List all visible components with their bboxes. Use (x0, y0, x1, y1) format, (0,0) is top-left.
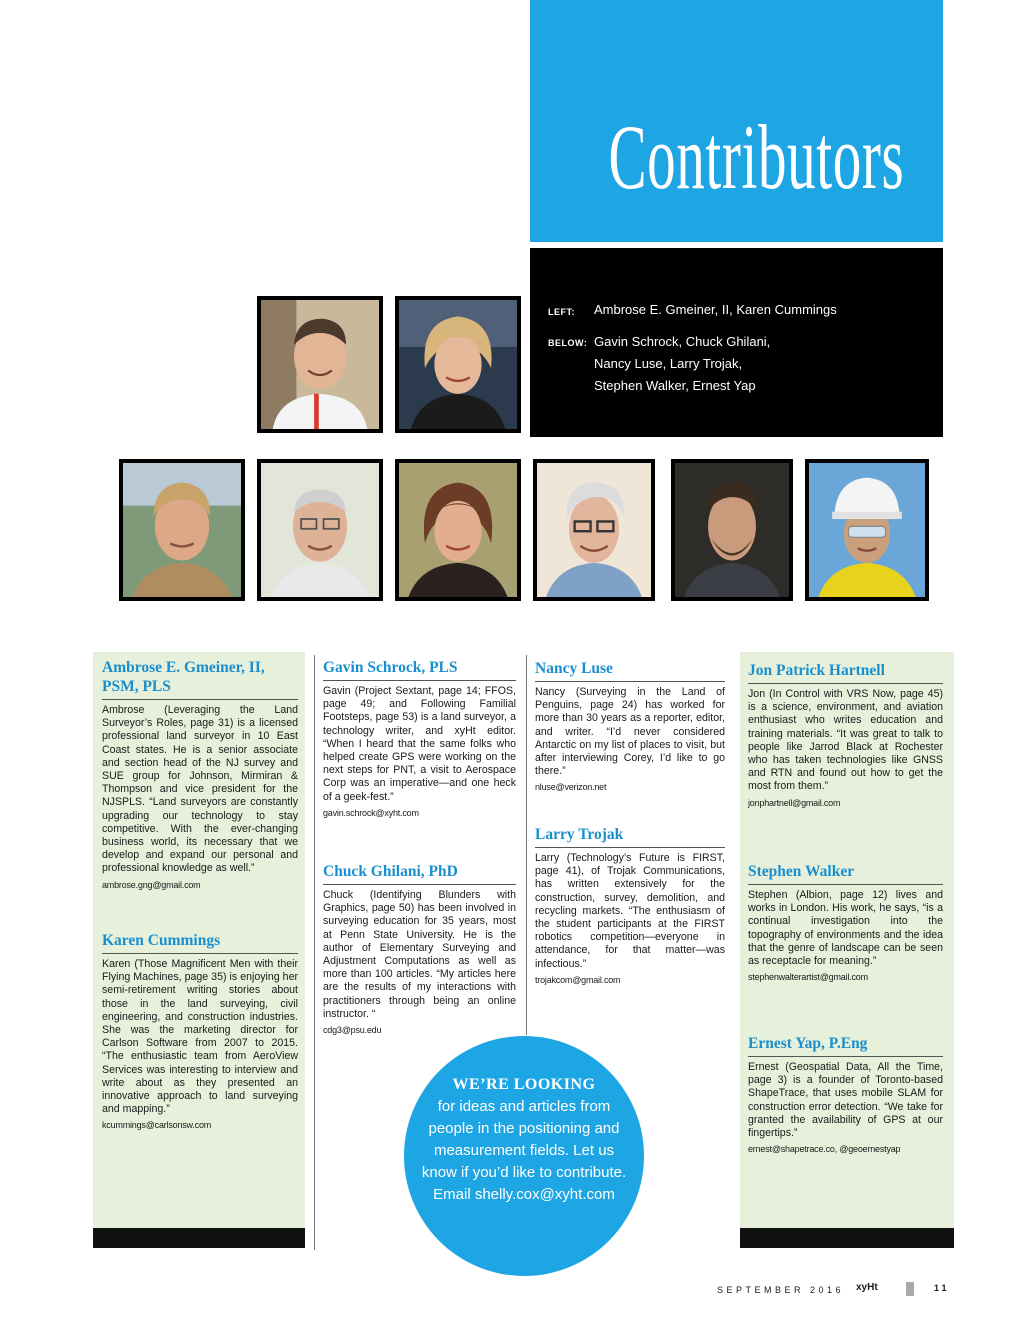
bio-email: ernest@shapetrace.co, @geoernestyap (748, 1144, 901, 1155)
caption-left-label: LEFT: (548, 307, 575, 317)
footer-marker (906, 1282, 914, 1296)
photo-caption-box (530, 248, 943, 437)
caption-below-line-3: Stephen Walker, Ernest Yap (594, 378, 756, 393)
portrait-nancy (395, 459, 521, 601)
column-divider-2 (526, 655, 527, 1035)
footer-issue-date: SEPTEMBER 2016 (717, 1285, 845, 1295)
bio-karen (102, 931, 298, 1130)
bio-text: Larry (Technology’s Future is FIRST, page 41), of Trojak Communications, has written extensively for the construction, survey, demolition, and recycling markets. “The enthusiasm of the student participants at the FIRST robotics competition—everyone in attendance, for that matter—was infectious.” (535, 852, 725, 970)
bio-email: stephenwalterartist@gmail.com (748, 972, 868, 983)
portrait-karen (395, 296, 521, 433)
bio-larry (535, 825, 725, 985)
bio-text: Nancy (Surveying in the Land of Penguins, page 24) has worked for more than 30 years as a reporter, editor, and writer. “I’d never considered Antarctic on my list of places to visit, but after interviewing Corey, I’d like to go there.” (535, 686, 725, 778)
bio-email: gavin.schrock@xyht.com (323, 807, 419, 818)
bio-name: Jon Patrick Hartnell (748, 661, 943, 684)
bio-ernest (748, 1034, 943, 1154)
portrait-gavin (119, 459, 245, 601)
portrait-ernest (805, 459, 929, 601)
portrait-larry (533, 459, 655, 601)
column-right-bar (740, 1228, 954, 1248)
bio-chuck (323, 862, 516, 1035)
caption-left-text: Ambrose E. Gmeiner, II, Karen Cummings (594, 302, 837, 317)
bio-name: Karen Cummings (102, 931, 298, 954)
bio-text: Chuck (Identifying Blunders with Graphics, page 50) has been involved in surveying education for 35 years, most at Penn State University. He is the author of Elementary Surveying and Adjustment Computations as well as more than 100 articles. “My articles here are the results of my interactions with practitioners through being an online instructor. “ (323, 889, 516, 1020)
bio-name: Ambrose E. Gmeiner, II, PSM, PLS (102, 658, 298, 700)
page-title: Contributors (608, 106, 905, 208)
portrait-chuck (257, 459, 383, 601)
bio-ambrose (102, 658, 298, 890)
footer-page-number: 11 (934, 1283, 950, 1293)
contribute-callout (404, 1036, 644, 1276)
bio-text: Gavin (Project Sextant, page 14; FFOS, page 49; and Following Familial Footsteps, page 53) is a land surveyor, a technology writer, and xyHt editor. “When I heard that the same folks who helped create GPS were working on the next steps for PNT, a visit to Aerospace Corp was an imperative—and one heck of a geek-fest.” (323, 685, 516, 803)
bio-gavin (323, 658, 516, 818)
portrait-ambrose (257, 296, 383, 433)
page-footer (700, 1282, 970, 1302)
column-divider-1 (314, 655, 315, 1250)
callout-body: for ideas and articles from people in the positioning and measurement fields. Let us know if you’d like to contribute. (421, 1098, 627, 1181)
bio-email: jonphartnell@gmail.com (748, 797, 841, 808)
caption-below-line-1: Gavin Schrock, Chuck Ghilani, (594, 334, 771, 349)
bio-name: Ernest Yap, P.Eng (748, 1034, 943, 1057)
bio-text: Ernest (Geospatial Data, All the Time, page 3) is a founder of Toronto-based ShapeTrace, that uses mobile SLAM for construction error detection. “We take for granted the availability of GPS at our fingertips.” (748, 1061, 943, 1140)
bio-email: trojakcom@gmail.com (535, 974, 621, 985)
bio-nancy (535, 659, 725, 792)
portrait-stephen (671, 459, 793, 601)
bio-email: ambrose.gng@gmail.com (102, 879, 201, 890)
bio-email: cdg3@psu.edu (323, 1025, 382, 1036)
title-banner (530, 0, 943, 242)
bio-text: Stephen (Albion, page 12) lives and works in London. His work, he says, “is a continual investigation into the topography of environments and the idea that the genre of landscape can be seen as receptacle for meaning.” (748, 889, 943, 968)
bio-text: Ambrose (Leveraging the Land Surveyor’s Roles, page 31) is a licensed professional land surveyor in 10 East Coast states. He is a senior associate and section head of the NJ survey and SUE group for Johnson, Mirmiran & Thompson and vice president for the NJSPLS. “Land surveyors are constantly upgrading our technology to stay competitive. With the ever-changing business world, its necessary that we develop and expand our personal and professional knowledge as well.” (102, 704, 298, 875)
callout-email[interactable]: Email shelly.cox@xyht.com (433, 1186, 615, 1203)
callout-heading: WE’RE LOOKING (452, 1076, 596, 1093)
bio-jon (748, 661, 943, 808)
bio-name: Nancy Luse (535, 659, 725, 682)
bio-text: Jon (In Control with VRS Now, page 45) is a science, environment, and aviation enthusiast who writes education and training materials. “It was great to talk to people like Jarrod Black at Rochester who has taken technologies like GNSS and RTN and found out how to get the most from them.” (748, 688, 943, 793)
bio-email: kcummings@carlsonsw.com (102, 1120, 212, 1131)
bio-stephen (748, 862, 943, 982)
bio-email: nluse@verizon.net (535, 782, 607, 793)
bio-name: Stephen Walker (748, 862, 943, 885)
bio-text: Karen (Those Magnificent Men with their Flying Machines, page 35) is enjoying her semi-retirement writing stories about those in the land surveying, civil engineering, and construction industries. She was the marketing director for Carlson Software from 2007 to 2015. “The enthusiastic team from AeroView Services was interesting to interview and write about as they presented an innovative approach to land surveying and mapping.” (102, 958, 298, 1116)
column-left-bar (93, 1228, 305, 1248)
footer-brand: xyHt (856, 1282, 878, 1293)
caption-below-line-2: Nancy Luse, Larry Trojak, (594, 356, 743, 371)
bio-name: Gavin Schrock, PLS (323, 658, 516, 681)
bio-name: Chuck Ghilani, PhD (323, 862, 516, 885)
bio-name: Larry Trojak (535, 825, 725, 848)
caption-below-label: BELOW: (548, 338, 588, 348)
